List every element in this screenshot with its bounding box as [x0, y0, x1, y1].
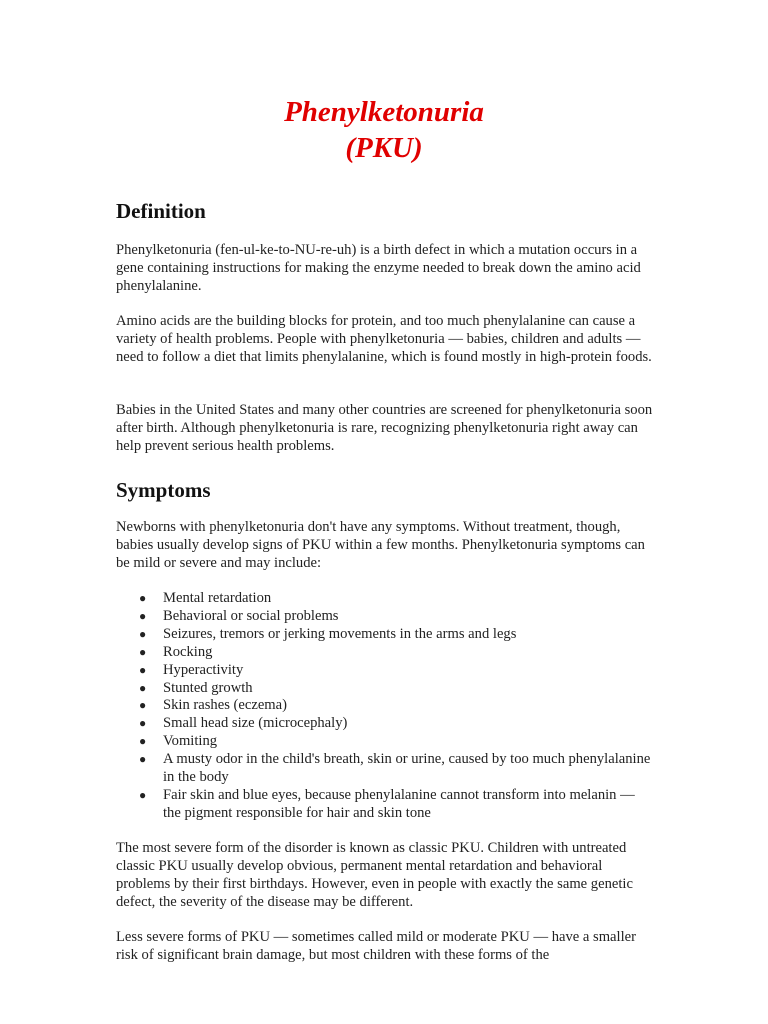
list-item: [116, 608, 656, 626]
bullet-icon: ●: [139, 608, 147, 623]
bullet-icon: ●: [139, 787, 147, 802]
list-item: [116, 715, 656, 733]
definition-heading: Definition: [116, 199, 206, 223]
list-item: [116, 733, 656, 751]
list-item-text: Behavioral or social problems: [163, 607, 339, 624]
list-item: [116, 751, 656, 787]
list-item: [116, 680, 656, 698]
list-item-text: Skin rashes (eczema): [163, 697, 287, 714]
document-title: Phenylketonuria: [284, 96, 484, 128]
bullet-icon: ●: [139, 698, 147, 713]
symptoms-list: [116, 590, 656, 823]
definition-paragraph-2: Amino acids are the building blocks for protein, and too much phenylalanine can cause a variety of health problems. People with phenylketonuria — babies, children and adults — need to follow a diet that limits phenylalanine, which is found mostly in high-protein foods.: [116, 313, 652, 365]
symptoms-paragraph-1: The most severe form of the disorder is known as classic PKU. Children with untreated classic PKU usually develop obvious, permanent mental retardation and behavioral problems by their first birthdays. However, even in people with exactly the same genetic defect, the severity of the disease may be different.: [116, 840, 633, 910]
list-item-text: Stunted growth: [163, 679, 253, 696]
document-subtitle: (PKU): [345, 132, 423, 164]
bullet-icon: ●: [139, 734, 147, 749]
bullet-icon: ●: [139, 644, 147, 659]
bullet-icon: ●: [139, 716, 147, 731]
symptoms-paragraph-2: Less severe forms of PKU — sometimes called mild or moderate PKU — have a smaller risk of significant brain damage, but most children with these forms of the: [116, 929, 636, 963]
symptoms-heading: Symptoms: [116, 478, 211, 502]
list-item: [116, 697, 656, 715]
list-item: [116, 787, 656, 823]
list-item: [116, 662, 656, 680]
bullet-icon: ●: [139, 662, 147, 677]
list-item-text: Rocking: [163, 643, 213, 660]
list-item-text: A musty odor in the child's breath, skin or urine, caused by too much phenylalanine in the body: [163, 751, 651, 786]
list-item: [116, 644, 656, 662]
bullet-icon: ●: [139, 626, 147, 641]
bullet-icon: ●: [139, 752, 147, 767]
definition-paragraph-3: Babies in the United States and many other countries are screened for phenylketonuria soon after birth. Although phenylketonuria is rare, recognizing phenylketonuria right away can help prevent serious health problems.: [116, 402, 653, 454]
list-item-text: Mental retardation: [163, 590, 272, 606]
list-item-text: Seizures, tremors or jerking movements in the arms and legs: [163, 625, 517, 642]
definition-paragraph-1: Phenylketonuria (fen-ul-ke-to-NU-re-uh) is a birth defect in which a mutation occurs in a gene containing instructions for making the enzyme needed to break down the amino acid phenylalanine.: [116, 242, 641, 294]
list-item: [116, 590, 656, 608]
bullet-icon: ●: [139, 680, 147, 695]
list-item-text: Small head size (microcephaly): [163, 715, 348, 732]
list-item-text: Hyperactivity: [163, 661, 244, 678]
bullet-icon: ●: [139, 591, 147, 605]
list-item-text: Fair skin and blue eyes, because phenylalanine cannot transform into melanin — the pigment responsible for hair and skin tone: [163, 786, 635, 821]
symptoms-intro: Newborns with phenylketonuria don't have any symptoms. Without treatment, though, babies usually develop signs of PKU within a few months. Phenylketonuria symptoms can be mild or severe and may include:: [116, 519, 645, 571]
list-item-text: Vomiting: [163, 733, 218, 750]
list-item: [116, 626, 656, 644]
